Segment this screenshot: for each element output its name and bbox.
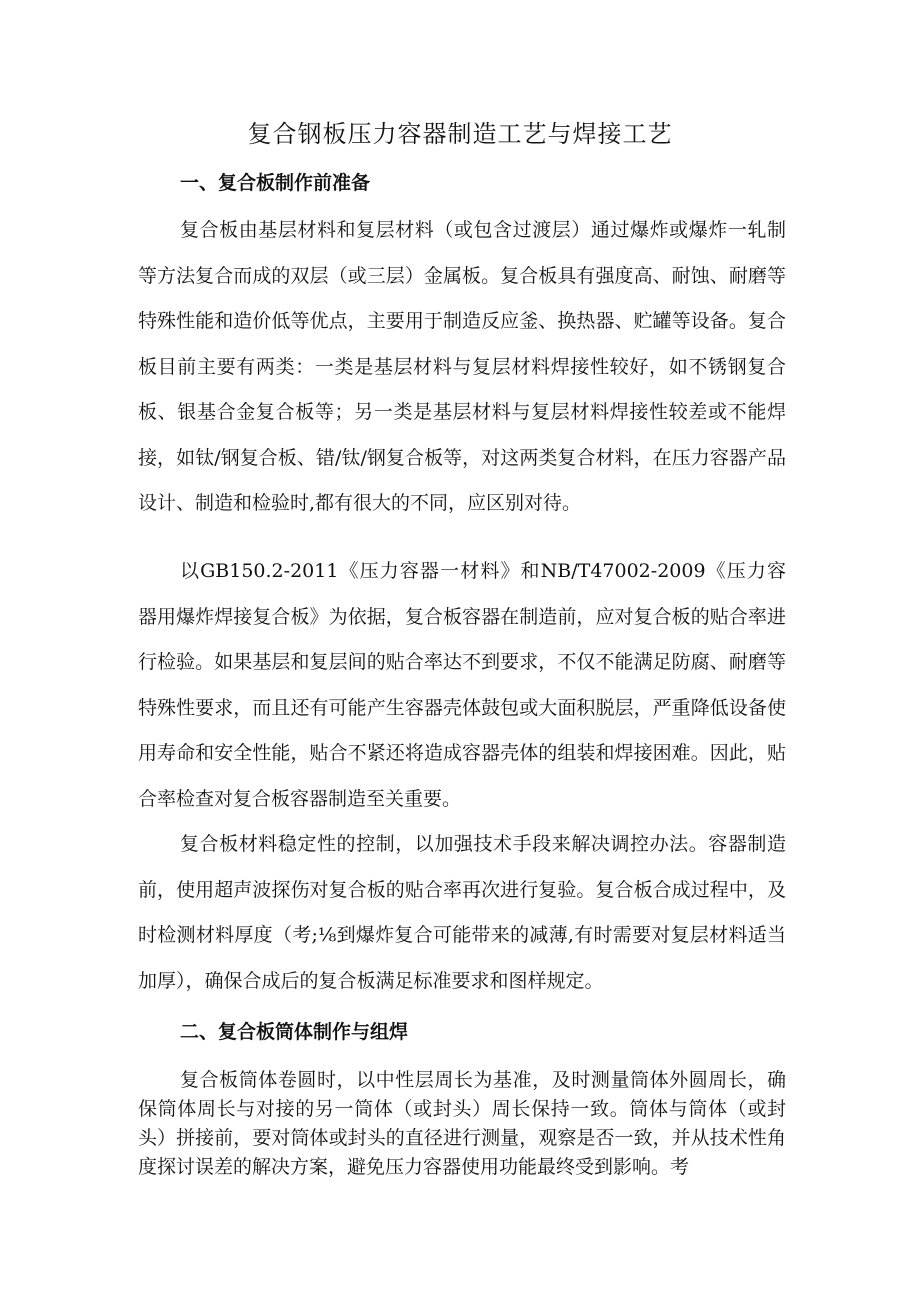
document-title: 复合钢板压力容器制造工艺与焊接工艺 xyxy=(247,120,673,148)
section-heading-shell-fabrication: 二、复合板筒体制作与组焊 xyxy=(180,1021,409,1043)
paragraph-shell-rolling: 复合板筒体卷圆时，以中性层周长为基准，及时测量筒体外圆周长，确保筒体周长与对接的另一筒体（或封头）周长保持一致。筒体与筒体（或封头）拼接前，要对筒体或封头的直径进行测量，观察是否一致，并从技术性角度探讨误差的解决方案，避免压力容器使用功能最终受到影响。考 xyxy=(138,1069,786,1178)
paragraph-material-stability: 复合板材料稳定性的控制，以加强技术手段来解决调控办法。容器制造前，使用超声波探伤对复合板的贴合率再次进行复验。复合板合成过程中，及时检测材料厚度（考;⅛到爆炸复合可能带来的减薄,有时需要对复层材料适当加厚），确保合成后的复合板满足标准要求和图样规定。 xyxy=(138,833,786,992)
paragraph-bonding-inspection: 以GB150.2-2011《压力容器一材料》和NB/T47002-2009《压力容器用爆炸焊接复合板》为依据，复合板容器在制造前，应对复合板的贴合率进行检验。如果基层和复层间的贴合率达不到要求，不仅不能满足防腐、耐磨等特殊性要求，而且还有可能产生容器壳体鼓包或大面积脱层，严重降低设备使用寿命和安全性能，贴合不紧还将造成容器壳体的组装和焊接困难。因此，贴合率检查对复合板容器制造至关重要。 xyxy=(138,560,786,810)
paragraph-clad-plate-intro: 复合板由基层材料和复层材料（或包含过渡层）通过爆炸或爆炸一轧制等方法复合而成的双层（或三层）金属板。复合板具有强度高、耐蚀、耐磨等特殊性能和造价低等优点，主要用于制造反应釜、换热器、贮罐等设备。复合板目前主要有两类：一类是基层材料与复层材料焊接性较好，如不锈钢复合板、银基合金复合板等；另一类是基层材料与复层材料焊接性较差或不能焊接，如钛/钢复合板、错/钛/钢复合板等，对这两类复合材料，在压力容器产品设计、制造和检验时,都有很大的不同，应区别对待。 xyxy=(138,219,786,514)
section-heading-preparation: 一、复合板制作前准备 xyxy=(180,172,371,194)
